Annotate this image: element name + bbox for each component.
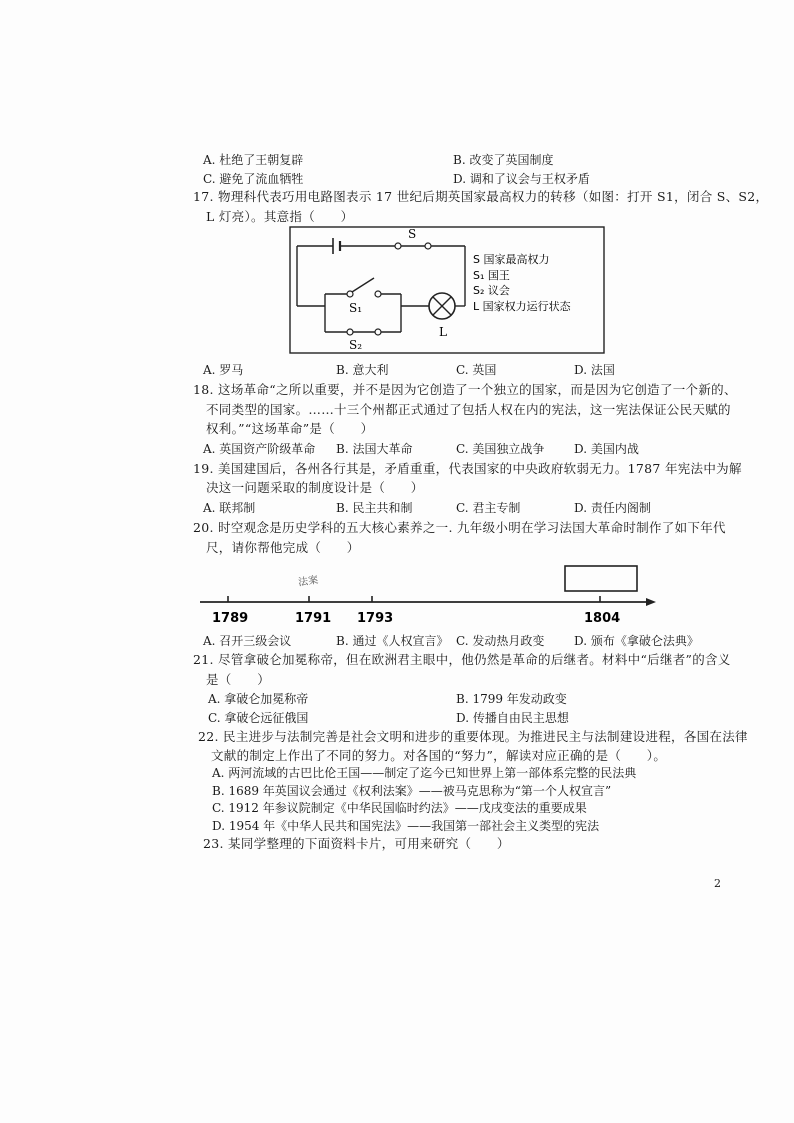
switch-s1-lever	[352, 278, 374, 292]
q18-stem-line3: 权利。”“这场革命”是（ ）	[206, 421, 374, 436]
q18-option-a: A. 英国资产阶级革命	[203, 442, 316, 456]
switch-s-label: S	[408, 227, 417, 241]
q20-option-c: C. 发动热月政变	[456, 634, 545, 648]
timeline-year-1804: 1804	[584, 611, 621, 626]
legend-s2: S₂ 议会	[473, 284, 510, 297]
q21-stem-line2: 是（ ）	[206, 672, 271, 687]
q18-stem-line2: 不同类型的国家。……十三个州都正式通过了包括人权在内的宪法，这一宪法保证公民天赋的	[206, 402, 731, 417]
timeline-answer-box	[565, 566, 637, 591]
timeline-year-1793: 1793	[357, 611, 394, 626]
page-number: 2	[714, 877, 721, 890]
q22-option-c: C. 1912 年参议院制定《中华民国临时约法》——戊戌变法的重要成果	[212, 801, 587, 815]
q17-option-a: A. 罗马	[203, 363, 244, 377]
q16-option-b: B. 改变了英国制度	[453, 153, 554, 167]
q20-stem-line2: 尺，请你帮他完成（ ）	[206, 540, 360, 555]
q20-option-d: D. 颁布《拿破仑法典》	[574, 634, 699, 648]
q22-option-d: D. 1954 年《中华人民共和国宪法》——我国第一部社会主义类型的宪法	[212, 819, 600, 833]
q16-option-c: C. 避免了流血牺牲	[203, 172, 304, 186]
q19-option-d: D. 责任内阁制	[574, 501, 651, 515]
timeline-year-1791: 1791	[295, 611, 332, 626]
q22-option-a: A. 两河流域的古巴比伦王国——制定了迄今已知世界上第一部体系完整的民法典	[212, 766, 637, 780]
timeline-year-1789: 1789	[212, 611, 249, 626]
q17-stem-line1: 17. 物理科代表巧用电路图表示 17 世纪后期英国家最高权力的转移（如图：打开 S1，闭合 S、S2，	[193, 189, 769, 204]
q22-stem-line2: 文献的制定上作出了不同的努力。对各国的“努力”，解读对应正确的是（ ）。	[211, 748, 667, 763]
q21-option-d: D. 传播自由民主思想	[456, 711, 569, 725]
switch-s2-label: S₂	[349, 338, 363, 352]
q17-option-d: D. 法国	[574, 363, 615, 377]
q17-stem-line2: L 灯亮）。其意指（ ）	[206, 209, 354, 224]
q21-option-a: A. 拿破仑加冕称帝	[208, 692, 309, 706]
q18-option-c: C. 美国独立战争	[456, 442, 545, 456]
q22-stem-line1: 22. 民主进步与法制完善是社会文明和进步的重要体现。为推进民主与法制建设进程，各国在法律	[198, 729, 748, 744]
q22-option-b: B. 1689 年英国议会通过《权利法案》——被马克思称为“第一个人权宣言”	[212, 784, 612, 798]
q18-option-b: B. 法国大革命	[336, 442, 413, 456]
legend-l: L 国家权力运行状态	[473, 300, 571, 313]
q19-option-c: C. 君主专制	[456, 501, 521, 515]
q19-stem-line1: 19. 美国建国后，各州各行其是，矛盾重重，代表国家的中央政府软弱无力。1787 年宪法中为解	[193, 461, 742, 476]
timeline-ruler	[200, 560, 660, 630]
q20-option-a: A. 召开三级会议	[203, 634, 292, 648]
q19-option-a: A. 联邦制	[203, 501, 256, 515]
q20-option-b: B. 通过《人权宣言》	[336, 634, 449, 648]
q17-option-b: B. 意大利	[336, 363, 389, 377]
q21-stem-line1: 21. 尽管拿破仑加冕称帝，但在欧洲君主眼中，他仍然是革命的后继者。材料中“后继者”的含义	[193, 652, 731, 667]
circuit-diagram	[289, 226, 605, 354]
timeline-scribble: 法案	[297, 574, 319, 589]
q18-option-d: D. 美国内战	[574, 442, 639, 456]
legend-s: S 国家最高权力	[473, 253, 550, 266]
q21-option-c: C. 拿破仑远征俄国	[208, 711, 309, 725]
switch-s1-label: S₁	[349, 301, 363, 315]
q19-stem-line2: 决这一问题采取的制度设计是（ ）	[206, 480, 424, 495]
q18-stem-line1: 18. 这场革命“之所以重要，并不是因为它创造了一个独立的国家，而是因为它创造了一个新的、	[193, 382, 737, 397]
q23-stem-line1: 23. 某同学整理的下面资料卡片，可用来研究（ ）	[203, 836, 510, 851]
q20-stem-line1: 20. 时空观念是历史学科的五大核心素养之一. 九年级小明在学习法国大革命时制作了如下年代	[193, 520, 726, 535]
q16-option-a: A. 杜绝了王朝复辟	[203, 153, 304, 167]
q16-option-d: D. 调和了议会与王权矛盾	[453, 172, 590, 186]
q19-option-b: B. 民主共和制	[336, 501, 413, 515]
timeline-arrow-icon	[646, 598, 656, 606]
legend-s1: S₁ 国王	[473, 269, 510, 282]
lamp-label: L	[439, 325, 447, 339]
q21-option-b: B. 1799 年发动政变	[456, 692, 567, 706]
q17-option-c: C. 英国	[456, 363, 497, 377]
